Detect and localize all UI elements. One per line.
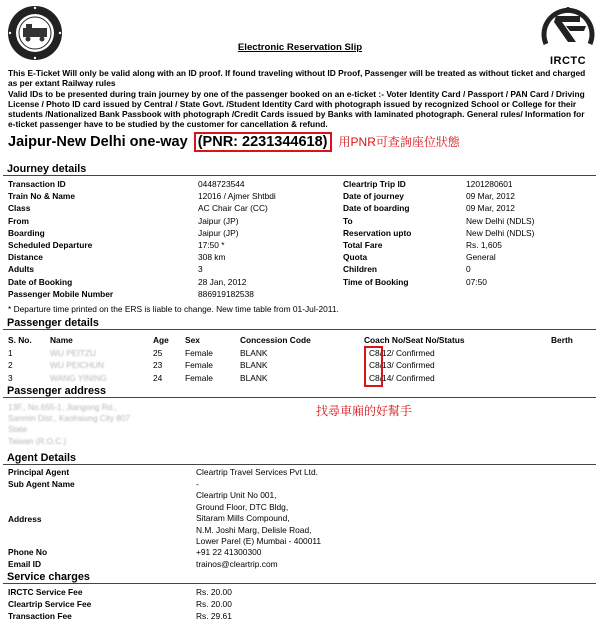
passenger-age: 25 — [153, 348, 163, 358]
journey-value: 07:50 — [466, 276, 487, 287]
coach-annotation: 找尋車廂的好幫手 — [316, 404, 413, 418]
charge-row — [8, 586, 594, 598]
journey-value: 12016 / Ajmer Shtbdi — [198, 191, 276, 202]
col-sex: Sex — [185, 335, 200, 345]
phone-value: +91 22 41300300 — [196, 547, 262, 557]
journey-label: Boarding — [8, 227, 45, 238]
passenger-status: C8/14/ Confirmed — [369, 372, 435, 383]
col-age: Age — [153, 335, 169, 345]
charge-label: IRCTC Service Fee — [8, 587, 83, 597]
passenger-address-heading: Passenger address — [3, 385, 596, 398]
journey-value: 17:50 * — [198, 240, 225, 250]
journey-label: Reservation upto — [343, 227, 412, 238]
intro-line-1: This E-Ticket Will only be valid along with an ID proof. If found traveling without ID Proof, Passenger will be treated as without ticket and charged as per extant Railway rules — [8, 68, 586, 89]
agent-address-line: Cleartrip Unit No 001, — [196, 490, 277, 500]
journey-row — [8, 215, 594, 227]
journey-value: New Delhi (NDLS) — [466, 227, 535, 238]
journey-label: Cleartrip Trip ID — [343, 179, 406, 189]
passenger-sno: 3 — [8, 372, 13, 383]
agent-address-line: Lower Parel (E) Mumbai - 400011 — [196, 536, 322, 547]
journey-label: Date of journey — [343, 191, 404, 202]
journey-row — [8, 263, 594, 275]
journey-value: 09 Mar, 2012 — [466, 191, 515, 202]
journey-value: New Delhi (NDLS) — [466, 215, 535, 226]
journey-label: Quota — [343, 252, 368, 263]
charge-label: Transaction Fee — [8, 610, 72, 620]
journey-value: 308 km — [198, 252, 226, 263]
route-heading — [8, 133, 460, 150]
page-title: Electronic Reservation Slip — [237, 42, 363, 53]
agent-address-line: Sitaram Mills Compound, — [196, 513, 290, 524]
journey-label: Total Fare — [343, 240, 383, 250]
principal-agent-label: Principal Agent — [8, 467, 70, 477]
journey-value: AC Chair Car (CC) — [198, 203, 268, 214]
agent-address-line: N.M. Joshi Marg, Delisle Road, — [196, 524, 312, 535]
sub-agent-value: - — [196, 479, 199, 489]
passenger-name: WU PEICHUN — [50, 360, 104, 371]
passenger-sex: Female — [185, 372, 213, 383]
journey-value: Jaipur (JP) — [198, 215, 239, 226]
journey-value: Jaipur (JP) — [198, 227, 239, 238]
passenger-sex: Female — [185, 348, 213, 358]
passenger-name: WU PEITZU — [50, 348, 97, 358]
journey-label: Date of boarding — [343, 203, 410, 214]
journey-label: Time of Booking — [343, 276, 409, 287]
charge-label: Cleartrip Service Fee — [8, 598, 92, 609]
coach-highlight-box — [364, 346, 383, 387]
passenger-status: C8/12/ Confirmed — [369, 348, 435, 358]
journey-details-heading: Journey details — [3, 163, 596, 176]
table-row — [8, 347, 594, 359]
passenger-sno: 1 — [8, 348, 13, 358]
passenger-age: 24 — [153, 372, 163, 383]
col-berth: Berth — [551, 335, 573, 345]
passenger-sex: Female — [185, 360, 213, 371]
charge-value: Rs. 29.61 — [196, 610, 232, 620]
email-label: Email ID — [8, 559, 42, 569]
table-row — [8, 372, 594, 384]
journey-value: General — [466, 252, 496, 263]
agent-address-line: Ground Floor, DTC Bldg, — [196, 501, 289, 512]
departure-note: * Departure time printed on the ERS is liable to change. New time table from 01-Jul-2011. — [8, 304, 339, 314]
journey-label: Passenger Mobile Number — [8, 288, 114, 299]
journey-value: 0 — [466, 264, 471, 275]
charge-row — [8, 610, 594, 620]
journey-label: To — [343, 215, 353, 226]
journey-label: Distance — [8, 252, 43, 263]
charge-value: Rs. 20.00 — [196, 587, 232, 597]
passenger-address-line: Sanmin Dist., Kaohsiung City 807 — [8, 414, 130, 424]
journey-value: 3 — [198, 264, 203, 275]
principal-agent-row — [8, 466, 594, 478]
journey-row — [8, 178, 594, 190]
charge-row — [8, 598, 594, 610]
passenger-concession: BLANK — [240, 372, 268, 383]
route-text: Jaipur-New Delhi one-way — [8, 134, 188, 150]
charge-value: Rs. 20.00 — [196, 598, 232, 609]
sub-agent-row — [8, 478, 594, 490]
journey-value: 886919182538 — [198, 288, 254, 299]
journey-label: Transaction ID — [8, 179, 66, 189]
journey-row — [8, 276, 594, 288]
journey-label: Children — [343, 264, 377, 275]
journey-row — [8, 190, 594, 202]
agent-details-heading: Agent Details — [3, 452, 596, 465]
journey-row — [8, 202, 594, 214]
journey-row — [8, 251, 594, 263]
passenger-details-heading: Passenger details — [3, 317, 596, 330]
col-sno: S. No. — [8, 335, 32, 345]
email-row — [8, 558, 594, 570]
passenger-name: WANG YINING — [50, 372, 107, 383]
journey-label: Date of Booking — [8, 276, 73, 287]
email-value: trainos@cleartrip.com — [196, 559, 278, 569]
journey-label: Train No & Name — [8, 191, 76, 202]
irctc-logo — [540, 4, 596, 66]
passenger-sno: 2 — [8, 360, 13, 371]
journey-row — [8, 288, 594, 300]
journey-row — [8, 227, 594, 239]
intro-line-2: Valid IDs to be presented during train journey by one of the passenger booked on an e-ticket :- Voter Identity Card / Passport / PAN Card / Driving License / Photo ID card issued by Central / State Govt. /Student Identity Card with photograph issued by recognized School or College for their students /Nationalized Bank Passbook with photograph /Credit Cards issued by Banks with laminated photograph. General rules/ Information for e-ticket passenger have to be studied by the customer for cancellation & refund. — [8, 88, 585, 130]
journey-value: 09 Mar, 2012 — [466, 203, 515, 214]
passenger-status: C8/13/ Confirmed — [369, 360, 435, 371]
indian-railways-logo-icon — [6, 4, 64, 62]
journey-value: 28 Jan, 2012 — [198, 276, 247, 287]
passenger-concession: BLANK — [240, 360, 268, 371]
journey-label: From — [8, 215, 29, 226]
phone-row — [8, 546, 594, 558]
pnr-annotation: 用PNR可查詢座位狀態 — [338, 135, 460, 149]
agent-address-row — [8, 513, 594, 525]
journey-label: Class — [8, 203, 31, 214]
journey-row — [8, 239, 594, 251]
journey-value: 1201280601 — [466, 179, 513, 189]
principal-agent-value: Cleartrip Travel Services Pvt Ltd. — [196, 467, 318, 477]
service-charges-heading: Service charges — [3, 571, 596, 584]
col-concession: Concession Code — [240, 335, 311, 345]
agent-address-label: Address — [8, 514, 42, 524]
pnr-number: (PNR: 2231344618) — [194, 132, 332, 152]
passenger-address-line: 13F., No.655-1, Jiangong Rd., — [8, 403, 117, 412]
sub-agent-label: Sub Agent Name — [8, 479, 75, 489]
passenger-address — [8, 402, 130, 447]
table-row — [8, 359, 594, 371]
col-status: Coach No/Seat No/Status — [364, 335, 465, 345]
journey-label: Adults — [8, 264, 35, 275]
passenger-table-header — [8, 334, 594, 346]
passenger-address-line: Taiwan (R.O.C.) — [8, 436, 67, 446]
phone-label: Phone No — [8, 547, 48, 557]
intro-text — [8, 68, 594, 130]
journey-value: Rs. 1,605 — [466, 240, 502, 250]
irctc-logo-text: IRCTC — [549, 55, 587, 67]
passenger-concession: BLANK — [240, 348, 268, 358]
journey-label: Scheduled Departure — [8, 240, 93, 250]
passenger-age: 23 — [153, 360, 163, 371]
journey-value: 0448723544 — [198, 179, 245, 189]
passenger-address-line: State — [8, 425, 28, 435]
col-name: Name — [50, 335, 73, 345]
